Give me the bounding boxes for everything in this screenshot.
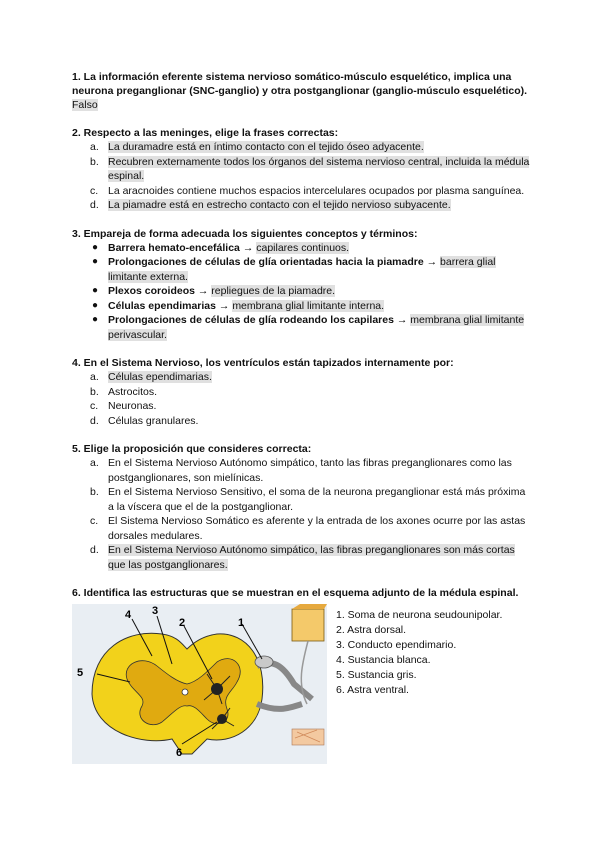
- question-4: [72, 356, 532, 428]
- match-item: ● Células ependimarias → membrana glial limitante interna.: [92, 299, 385, 312]
- question-title: 6. Identifica las estructuras que se muestran en el esquema adjunto de la médula espinal.: [72, 587, 519, 599]
- question-title: 2. Respecto a las meninges, elige la frases correctas:: [72, 127, 339, 139]
- match-item: ● Prolongaciones de células de glía orientadas hacia la piamadre → barrera glial limitante externa.: [92, 256, 496, 283]
- option-list: [72, 140, 532, 213]
- option-list: [72, 456, 532, 572]
- figure-label-6: 6: [176, 747, 183, 759]
- option-item: c. La aracnoides contiene muchos espacios intercelulares ocupados por plasma sanguínea.: [90, 184, 525, 197]
- question-title: 5. Elige la proposición que consideres correcta:: [72, 443, 312, 455]
- question-2: [72, 126, 532, 213]
- question-title: 1. La información eferente sistema nervioso somático-músculo esquelético, implica una neurona preganglionar (SNC-ganglio) y otra postganglionar (ganglio-músculo esquelético).: [72, 71, 528, 97]
- option-item: c. Neuronas.: [90, 400, 157, 412]
- answer-text: Falso: [72, 99, 98, 111]
- question-6: [72, 586, 532, 784]
- question-1: [72, 70, 532, 112]
- figure-label-3: 3: [152, 605, 159, 617]
- legend-item: 5. Sustancia gris.: [336, 669, 417, 681]
- figure-legend: [336, 608, 502, 698]
- option-item: b. Astrocitos.: [90, 385, 158, 398]
- figure-label-4: 4: [125, 609, 132, 621]
- legend-item: 4. Sustancia blanca.: [336, 654, 431, 666]
- option-item: d. En el Sistema Nervioso Autónomo simpático, las fibras preganglionares son más cortas que las postganglionares.: [90, 544, 515, 571]
- legend-item: 3. Conducto ependimario.: [336, 639, 457, 651]
- match-item: ● Barrera hemato-encefálica → capilares continuos.: [92, 241, 350, 254]
- option-item: b. En el Sistema Nervioso Sensitivo, el soma de la neurona preganglionar está más próxima a la víscera que el de la postganglionar.: [90, 486, 526, 513]
- question-title: 3. Empareja de forma adecuada los siguientes conceptos y términos:: [72, 227, 418, 240]
- question-title: 4. En el Sistema Nervioso, los ventrículos están tapizados internamente por:: [72, 357, 454, 369]
- option-item: d. La piamadre está en estrecho contacto con el tejido nervioso subyacente.: [90, 199, 451, 211]
- question-5: [72, 442, 532, 572]
- match-item: ● Prolongaciones de células de glía rodeando los capilares → membrana glial limitante perivascular.: [92, 314, 525, 341]
- option-item: a. En el Sistema Nervioso Autónomo simpático, tanto las fibras preganglionares como las postganglionares, son mielínicas.: [90, 457, 512, 484]
- option-item: b. Recubren externamente todos los órganos del sistema nervioso central, incluida la médula espinal.: [90, 155, 530, 182]
- legend-item: 6. Astra ventral.: [336, 684, 409, 696]
- option-item: d. Células granulares.: [90, 414, 199, 427]
- match-list: [72, 241, 532, 343]
- exam-document: [72, 70, 532, 798]
- option-item: c. El Sistema Nervioso Somático es aferente y la entrada de los axones ocurre por las astas dorsales medulares.: [90, 515, 526, 542]
- question-3: [72, 227, 532, 343]
- spinal-cord-diagram: [72, 604, 327, 764]
- option-item: a. La duramadre está en íntimo contacto con el tejido óseo adyacente.: [90, 141, 424, 153]
- figure-label-2: 2: [179, 617, 186, 629]
- match-item: ● Plexos coroideos → repliegues de la piamadre.: [92, 285, 336, 297]
- option-list: [72, 370, 532, 428]
- option-item: a. Células ependimarias.: [90, 371, 212, 383]
- figure-label-5: 5: [77, 667, 84, 679]
- figure-label-1: 1: [238, 617, 245, 629]
- legend-item: 1. Soma de neurona seudounipolar.: [336, 609, 503, 621]
- legend-item: 2. Astra dorsal.: [336, 624, 407, 636]
